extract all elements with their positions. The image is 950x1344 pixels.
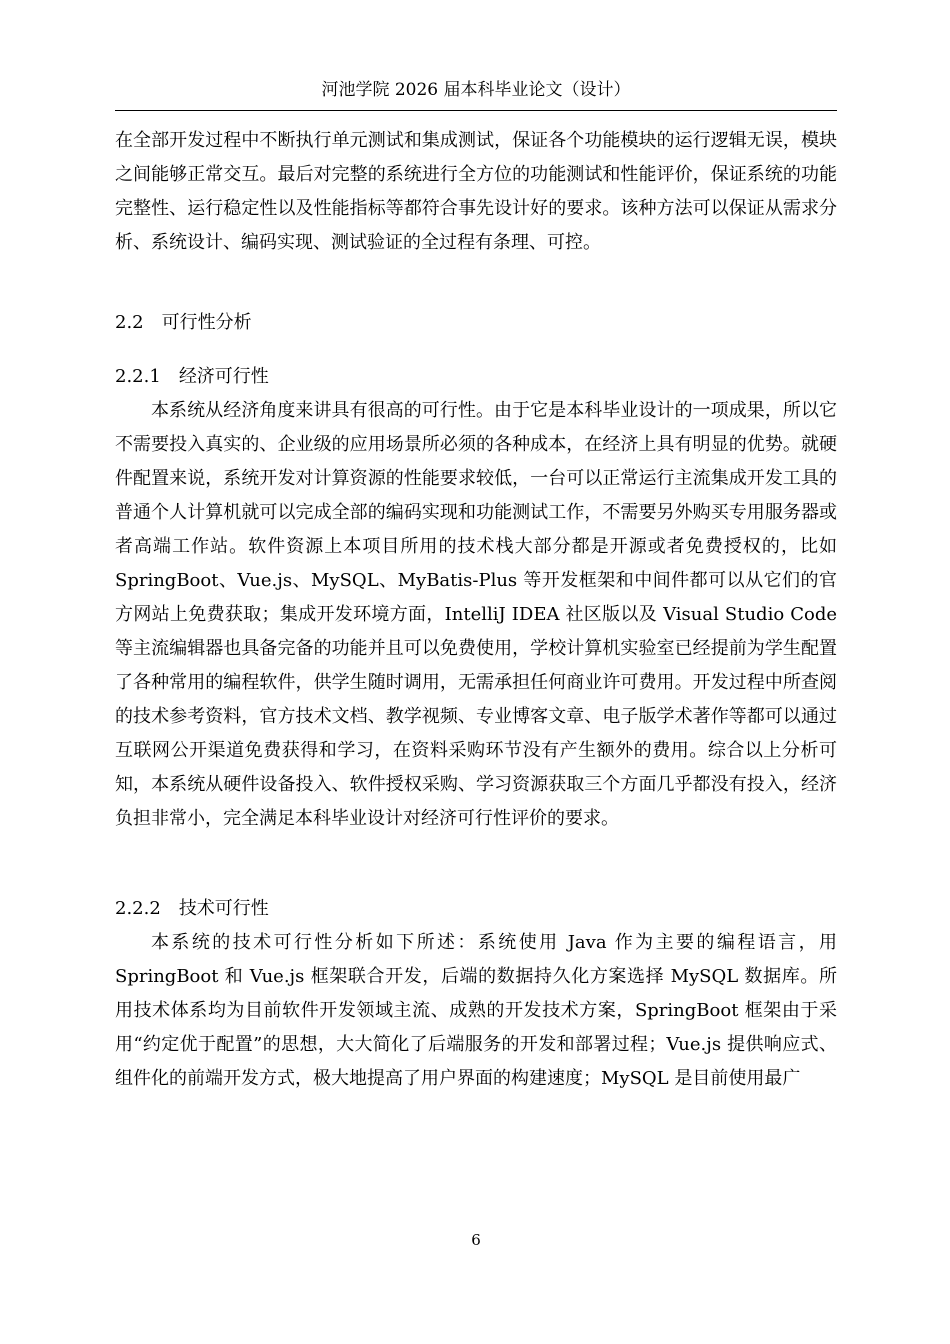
economic-feasibility-paragraph: 本系统从经济角度来讲具有很高的可行性。由于它是本科毕业设计的一项成果，所以它不需要投入真实的、企业级的应用场景所必须的各种成本，在经济上具有明显的优势。就硬件配置来说，系统开发对计算资源的性能要求较低，一台可以正常运行主流集成开发工具的普通个人计算机就可以完成全部的编码实现和功能测试工作，不需要另外购买专用服务器或者高端工作站。软件资源上本项目所用的技术栈大部分都是开源或者免费授权的，比如 SpringBoot、Vue.js、MySQL、MyBatis-Plus 等开发框架和中间件都可以从它们的官方网站上免费获取；集成开发环境方面，IntelliJ IDEA 社区版以及 Visual Studio Code 等主流编辑器也具备完备的功能并且可以免费使用，学校计算机实验室已经提前为学生配置了各种常用的编程软件，供学生随时调用，无需承担任何商业许可费用。开发过程中所查阅的技术参考资料，官方技术文档、教学视频、专业博客文章、电子版学术著作等都可以通过互联网公开渠道免费获得和学习，在资料采购环节没有产生额外的费用。综合以上分析可知，本系统从硬件设备投入、软件授权采购、学习资源获取三个方面几乎都没有投入，经济负担非常小，完全满足本科毕业设计对经济可行性评价的要求。 (115, 400, 837, 829)
section-heading-2-2-2 (115, 892, 837, 926)
running-header: 河池学院 2026 届本科毕业论文（设计） (321, 80, 631, 100)
page-body (115, 124, 837, 1096)
technical-feasibility-paragraph: 本系统的技术可行性分析如下所述：系统使用 Java 作为主要的编程语言，用 SpringBoot 和 Vue.js 框架联合开发，后端的数据持久化方案选择 MySQL 数据库。所用技术体系均为目前软件开发领域主流、成熟的开发技术方案，SpringBoot 框架由于采用“约定优于配置”的思想，大大简化了后端服务的开发和部署过程；Vue.js 提供响应式、组件化的前端开发方式，极大地提高了用户界面的构建速度；MySQL 是目前使用最广 (115, 932, 837, 1089)
section-title: 可行性分析 (161, 312, 252, 333)
section-heading-2-2 (115, 306, 837, 340)
subsection-title: 技术可行性 (178, 898, 269, 919)
section-heading-2-2-1 (115, 360, 837, 394)
page-number: 6 (471, 1231, 481, 1249)
section-number: 2.2 (115, 312, 144, 333)
subsection-number: 2.2.1 (115, 366, 161, 387)
subsection-title: 经济可行性 (178, 366, 269, 387)
subsection-number: 2.2.2 (115, 898, 161, 919)
header-rule (115, 110, 837, 111)
intro-paragraph: 在全部开发过程中不断执行单元测试和集成测试，保证各个功能模块的运行逻辑无误，模块之间能够正常交互。最后对完整的系统进行全方位的功能测试和性能评价，保证系统的功能完整性、运行稳定性以及性能指标等都符合事先设计好的要求。该种方法可以保证从需求分析、系统设计、编码实现、测试验证的全过程有条理、可控。 (115, 130, 837, 253)
